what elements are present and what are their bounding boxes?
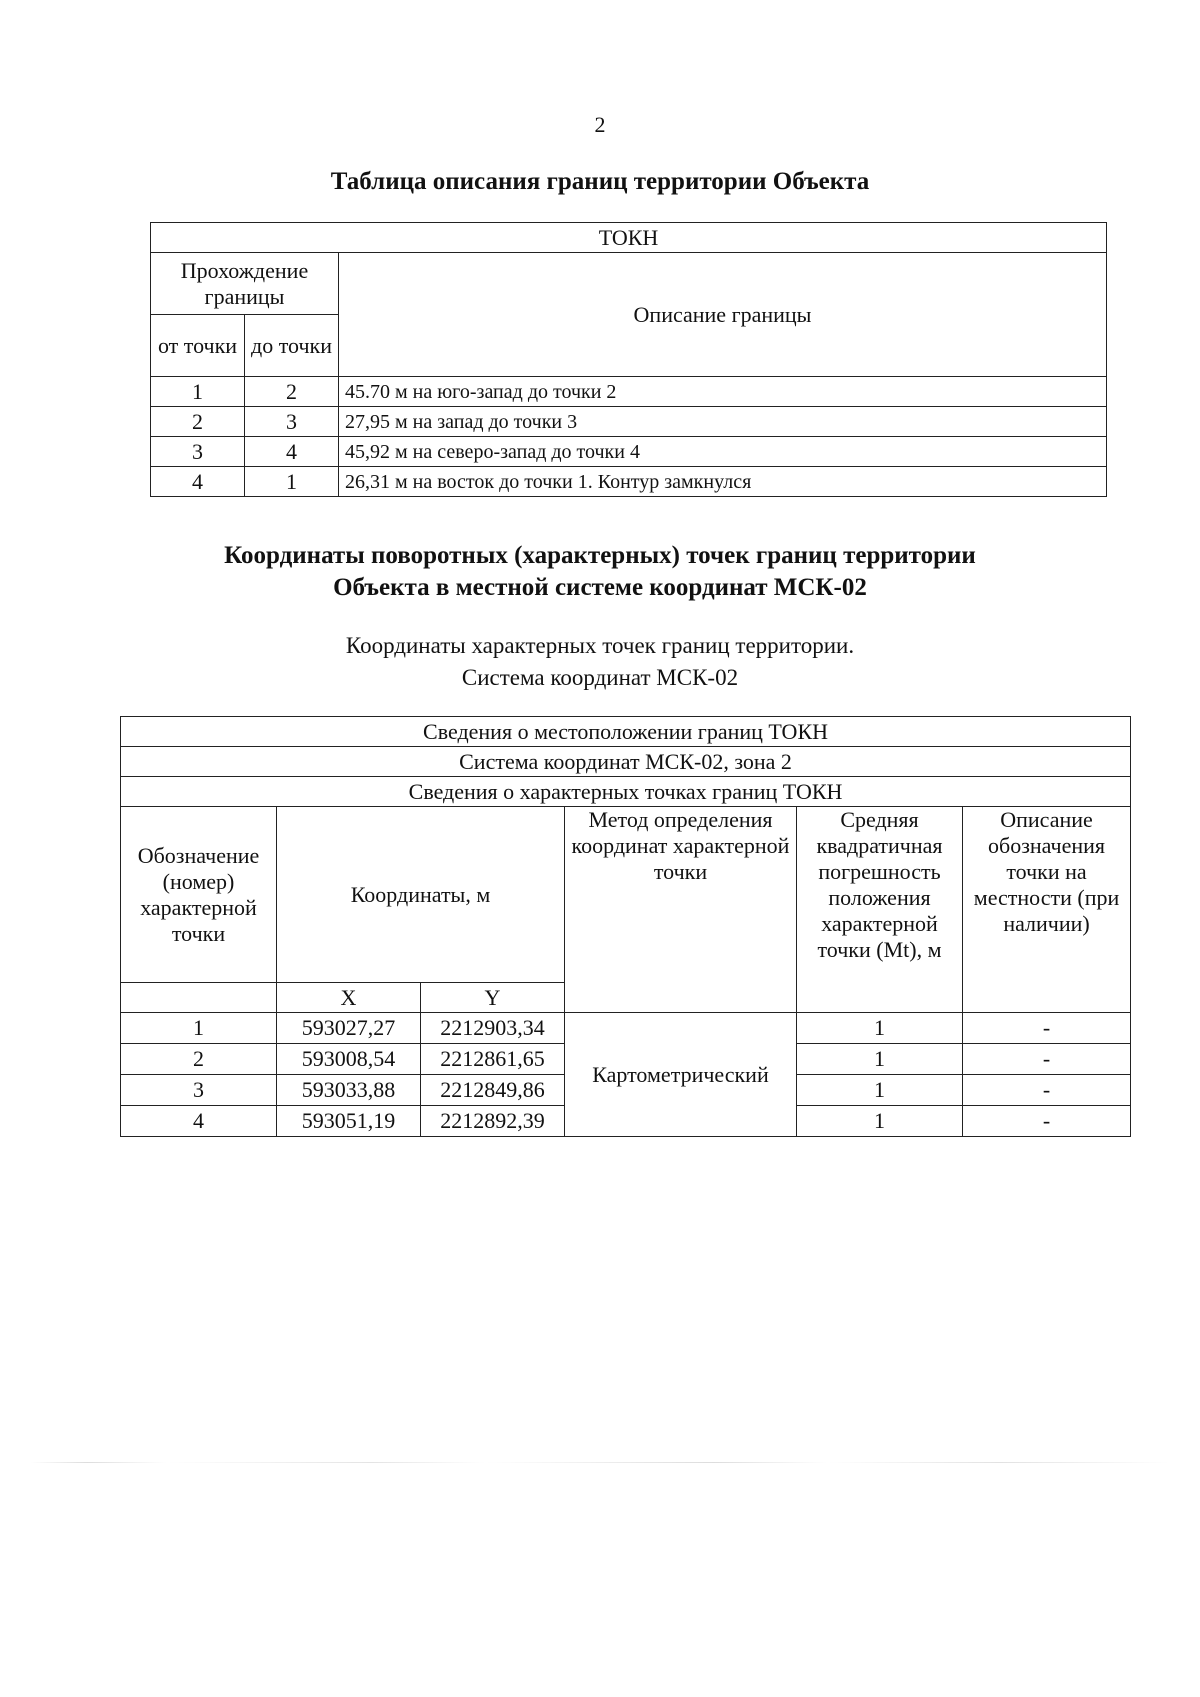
cell-y: 2212849,86 bbox=[421, 1075, 565, 1106]
cell-to: 1 bbox=[245, 467, 339, 497]
table1-header-from: от точки bbox=[151, 315, 245, 377]
cell-to: 3 bbox=[245, 407, 339, 437]
cell-y: 2212892,39 bbox=[421, 1106, 565, 1137]
section2-subtitle bbox=[0, 630, 1200, 694]
cell-from: 1 bbox=[151, 377, 245, 407]
table-row bbox=[151, 437, 1107, 467]
cell-y: 2212861,65 bbox=[421, 1044, 565, 1075]
table2-blank-cell bbox=[121, 983, 277, 1013]
table1-header-to: до точки bbox=[245, 315, 339, 377]
cell-to: 2 bbox=[245, 377, 339, 407]
cell-x: 593027,27 bbox=[277, 1013, 421, 1044]
section2-title bbox=[0, 540, 1200, 604]
cell-from: 2 bbox=[151, 407, 245, 437]
table-row bbox=[121, 1013, 1131, 1044]
cell-to: 4 bbox=[245, 437, 339, 467]
scan-artifact-line bbox=[30, 1462, 1170, 1463]
cell-desc: - bbox=[963, 1044, 1131, 1075]
table1-header-desc: Описание границы bbox=[339, 253, 1107, 377]
table2-col-method: Метод определения координат характерной точки bbox=[565, 807, 797, 1013]
cell-desc: 45.70 м на юго-запад до точки 2 bbox=[339, 377, 1107, 407]
table2-header1: Сведения о местоположении границ ТОКН bbox=[121, 717, 1131, 747]
cell-x: 593033,88 bbox=[277, 1075, 421, 1106]
cell-desc: 27,95 м на запад до точки 3 bbox=[339, 407, 1107, 437]
table-row bbox=[151, 407, 1107, 437]
cell-y: 2212903,34 bbox=[421, 1013, 565, 1044]
cell-point: 3 bbox=[121, 1075, 277, 1106]
cell-desc: - bbox=[963, 1013, 1131, 1044]
cell-desc: - bbox=[963, 1106, 1131, 1137]
table2-col-y: Y bbox=[421, 983, 565, 1013]
cell-mt: 1 bbox=[797, 1044, 963, 1075]
section2-title-line1: Координаты поворотных (характерных) точек границ территории bbox=[224, 542, 976, 569]
cell-from: 4 bbox=[151, 467, 245, 497]
cell-method: Картометрический bbox=[565, 1013, 797, 1137]
table-row bbox=[151, 467, 1107, 497]
boundary-description-table bbox=[150, 222, 1107, 497]
table2-col-x: X bbox=[277, 983, 421, 1013]
cell-x: 593008,54 bbox=[277, 1044, 421, 1075]
table2-col-coords: Координаты, м bbox=[277, 807, 565, 983]
section2-title-line2: Объекта в местной системе координат МСК-02 bbox=[333, 574, 867, 601]
table1-header-main: ТОКН bbox=[151, 223, 1107, 253]
section2-subtitle-line1: Координаты характерных точек границ территории. bbox=[345, 633, 855, 658]
page-number: 2 bbox=[594, 112, 606, 137]
table2-header2: Система координат МСК-02, зона 2 bbox=[121, 747, 1131, 777]
cell-desc: 45,92 м на северо-запад до точки 4 bbox=[339, 437, 1107, 467]
table-row bbox=[151, 377, 1107, 407]
cell-from: 3 bbox=[151, 437, 245, 467]
cell-point: 4 bbox=[121, 1106, 277, 1137]
cell-mt: 1 bbox=[797, 1075, 963, 1106]
table2-col-error: Средняя квадратичная погрешность положения характерной точки (Mt), м bbox=[797, 807, 963, 1013]
table2-col-point: Обозначение (номер) характерной точки bbox=[121, 807, 277, 983]
cell-desc: - bbox=[963, 1075, 1131, 1106]
table1-header-passage: Прохождение границы bbox=[151, 253, 339, 315]
cell-mt: 1 bbox=[797, 1013, 963, 1044]
cell-point: 2 bbox=[121, 1044, 277, 1075]
table2-col-desc: Описание обозначения точки на местности (при наличии) bbox=[963, 807, 1131, 1013]
table2-header3: Сведения о характерных точках границ ТОКН bbox=[121, 777, 1131, 807]
coordinates-table bbox=[120, 716, 1131, 1137]
cell-mt: 1 bbox=[797, 1106, 963, 1137]
table1-title: Таблица описания границ территории Объекта bbox=[330, 168, 870, 195]
section2-subtitle-line2: Система координат МСК-02 bbox=[461, 665, 739, 690]
cell-x: 593051,19 bbox=[277, 1106, 421, 1137]
cell-point: 1 bbox=[121, 1013, 277, 1044]
cell-desc: 26,31 м на восток до точки 1. Контур замкнулся bbox=[339, 467, 1107, 497]
